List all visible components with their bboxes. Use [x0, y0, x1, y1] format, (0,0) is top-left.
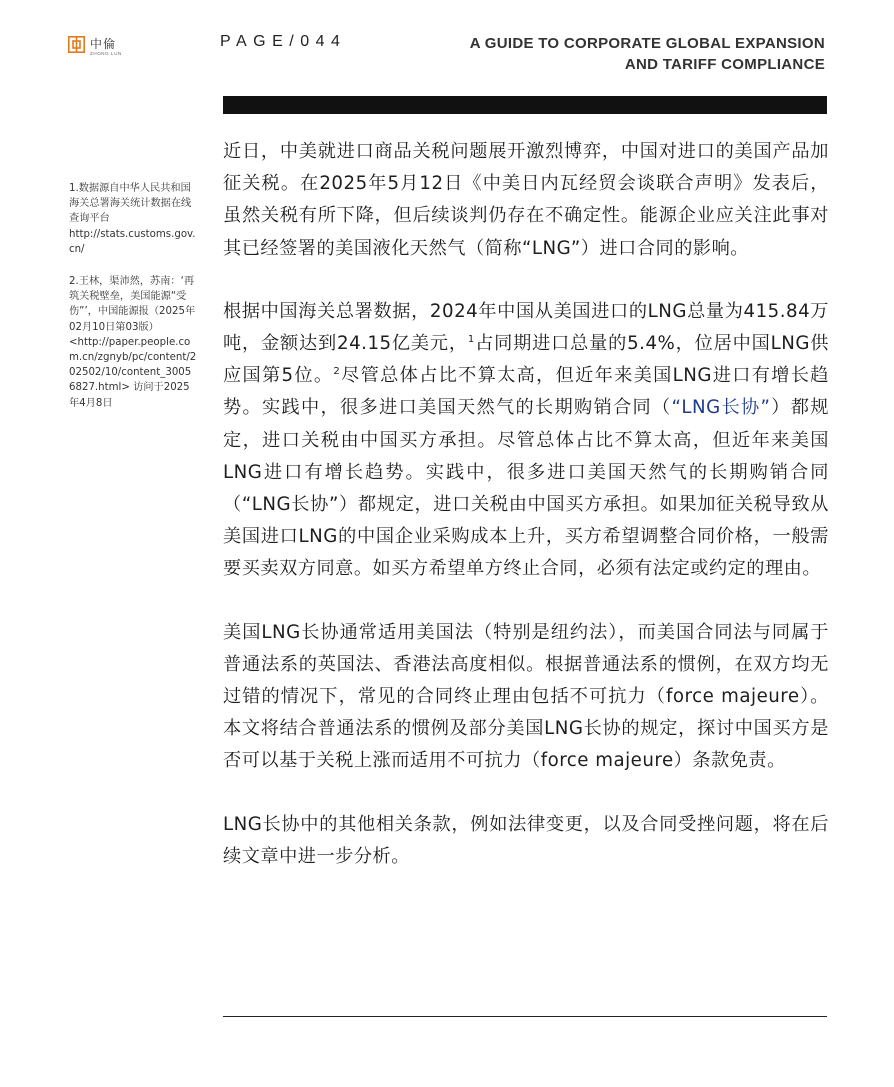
footnote-1: 1.数据源自中华人民共和国海关总署海关统计数据在线查询平台 http://stats.customs.gov.cn/	[69, 183, 196, 255]
guide-title-line-1: A GUIDE TO CORPORATE GLOBAL EXPANSION	[469, 35, 825, 52]
footnote-2: 2.王林，渠沛然，苏南：‘再筑关税壁垒，美国能源“受伤”’，中国能源报（2025年02月10日第03版） <http://paper.people.com.cn/zgnyb/pc/content/202502/10/content_30056827.html> 访问于2025年4月8日	[69, 276, 197, 409]
zhonglun-logo	[68, 34, 138, 60]
lng-term-highlight: “LNG长协”	[671, 397, 771, 419]
zhonglun-logo-icon	[68, 36, 85, 53]
paragraph-4: LNG长协中的其他相关条款，例如法律变更，以及合同受挫问题，将在后续文章中进一步分析。	[223, 813, 829, 867]
guide-title	[445, 33, 825, 75]
footnotes-sidebar	[69, 181, 197, 428]
paragraph-2-part-d: ）都规定，进口关税由中国买方承担。尽管总体占比不算太高，但近年来美国LNG进口有增长趋势。实践中，很多进口美国天然气的长期购销合同（“LNG长协”）都规定，进口关税由中国买方承担。如果加征关税导致从美国进口LNG的中国企业采购成本上升，买方希望调整合同价格，一般需要买卖双方同意。如买方希望单方终止合同，必须有法定或约定的理由。	[223, 397, 829, 580]
logo-english-text: ZHONG LUN	[90, 51, 122, 56]
paragraph-1: 近日，中美就进口商品关税问题展开激烈博弈，中国对进口的美国产品加征关税。在2025年5月12日《中美日内瓦经贸会谈联合声明》发表后，虽然关税有所下降，但后续谈判仍存在不确定性。能源企业应关注此事对其已经签署的美国液化天然气（简称“LNG”）进口合同的影响。	[223, 141, 829, 259]
header-bar	[223, 96, 827, 114]
guide-title-line-2: AND TARIFF COMPLIANCE	[624, 56, 825, 73]
footer-divider	[223, 1016, 827, 1017]
footnote-ref-2[interactable]: 2	[333, 366, 341, 378]
paragraph-2	[223, 296, 829, 586]
page-number: PAGE/044	[220, 33, 347, 50]
logo-chinese-text: 中倫	[90, 37, 117, 51]
paragraph-2-part-c: 尽管总体占比不算太高，但近年来美国LNG进口有增长趋势。实践中，很多进口美国天然气的长期购销合同（	[223, 365, 829, 419]
paragraph-3: 美国LNG长协通常适用美国法（特别是纽约法），而美国合同法与同属于普通法系的英国法、香港法高度相似。根据普通法系的惯例，在双方均无过错的情况下，常见的合同终止理由包括不可抗力（force majeure）。本文将结合普通法系的惯例及部分美国LNG长协的规定，探讨中国买方是否可以基于关税上涨而适用不可抗力（force majeure）条款免责。	[223, 621, 829, 772]
paragraph-2-part-a: 根据中国海关总署数据，2024年中国从美国进口的LNG总量为415.84万吨，金额达到24.15亿美元，	[223, 300, 829, 355]
footnote-ref-1[interactable]: 1	[467, 333, 475, 345]
paragraph-2-part-b: 占同期进口总量的5.4%，位居中国LNG供应国第5位。	[223, 333, 829, 387]
article-body	[223, 136, 829, 904]
